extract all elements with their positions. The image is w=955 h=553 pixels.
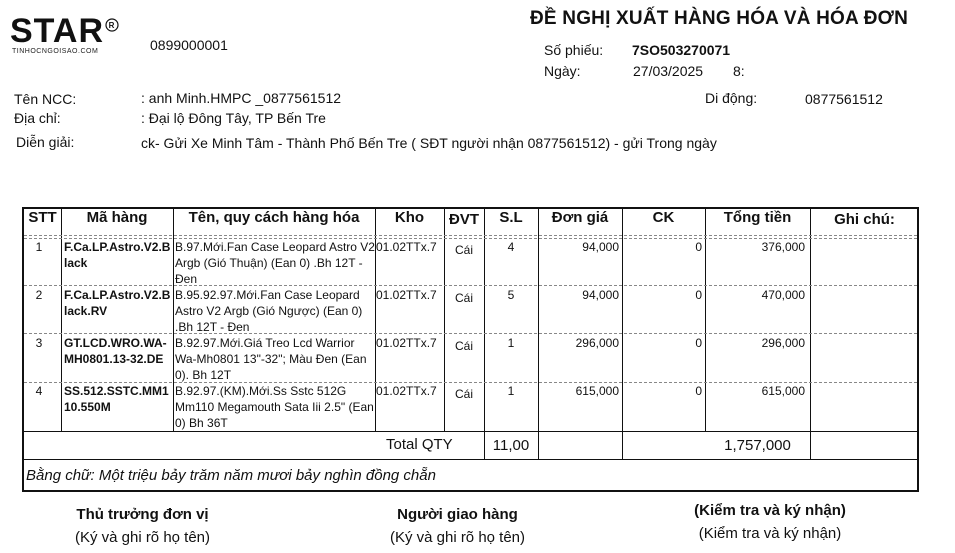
cell-kho: 01.02TTx.7 — [376, 384, 437, 398]
cell-stt: 3 — [35, 336, 43, 350]
header-tong-tien: Tổng tiền — [723, 209, 792, 226]
signature-note: (Ký và ghi rõ họ tên) — [389, 529, 526, 546]
signature-block-kiem-tra — [660, 502, 880, 542]
cell-kho: 01.02TTx.7 — [376, 336, 437, 350]
cell-stt: 1 — [35, 240, 43, 254]
cell-don-gia: 94,000 — [582, 288, 619, 302]
cell-stt: 4 — [35, 384, 43, 398]
cell-sl: 1 — [507, 336, 515, 350]
cell-dvt: Cái — [454, 243, 473, 257]
cell-ten-hang: B.92.97.Mới.Giá Treo Lcd Warrior Wa-Mh0801 13"-32"; Màu Đen (Ean 0). Bh 12T — [175, 336, 367, 382]
dien-giai-value: ck- Gửi Xe Minh Tâm - Thành Phố Bến Tre ( SĐT người nhận 0877561512) - gửi Trong ngày — [141, 135, 717, 151]
document-title: ĐỀ NGHỊ XUẤT HÀNG HÓA VÀ HÓA ĐƠN — [530, 8, 908, 29]
registered-icon — [105, 18, 119, 32]
cell-dvt: Cái — [454, 339, 473, 353]
ngay-label: Ngày: — [544, 63, 581, 79]
signature-note: (Ký và ghi rõ họ tên) — [74, 529, 211, 546]
col-divider — [810, 209, 811, 459]
signature-block-thu-truong — [40, 506, 245, 546]
cell-ck: 0 — [695, 336, 702, 350]
di-dong-value: 0877561512 — [805, 91, 883, 107]
dia-chi-value: : Đại lộ Đông Tây, TP Bến Tre — [141, 110, 326, 126]
total-qty-label: Total QTY — [386, 436, 453, 453]
row-divider — [24, 333, 917, 334]
dien-giai-label: Diễn giải: — [16, 134, 75, 150]
time-value: 8: — [733, 63, 745, 79]
logo-wordmark — [10, 14, 119, 48]
cell-ck: 0 — [695, 384, 702, 398]
cell-ma-hang: GT.LCD.WRO.WA-MH0801.13-32.DE — [64, 336, 167, 366]
cell-ten-hang: B.95.92.97.Mới.Fan Case Leopard Astro V2 Argb (Gió Ngược) (Ean 0) .Bh 12T - Đen — [175, 288, 363, 334]
header-kho: Kho — [394, 209, 425, 226]
dia-chi-label: Địa chỉ: — [14, 110, 61, 126]
cell-kho: 01.02TTx.7 — [376, 288, 437, 302]
cell-sl: 4 — [507, 240, 515, 254]
company-logo — [10, 14, 119, 55]
cell-kho: 01.02TTx.7 — [376, 240, 437, 254]
logo-text: STAR — [10, 12, 105, 50]
cell-ma-hang: F.Ca.LP.Astro.V2.Black.RV — [64, 288, 171, 318]
cell-ck: 0 — [695, 288, 702, 302]
col-divider — [173, 209, 174, 432]
so-phieu-value: 7SO503270071 — [632, 42, 731, 58]
row-divider — [24, 285, 917, 286]
cell-ck: 0 — [695, 240, 702, 254]
signature-title: Thủ trưởng đơn vị — [76, 506, 209, 523]
header-don-gia: Đơn giá — [551, 209, 609, 226]
cell-sl: 1 — [507, 384, 515, 398]
col-divider — [61, 209, 62, 432]
header-ten-hang: Tên, quy cách hàng hóa — [188, 209, 360, 226]
cell-ma-hang: F.Ca.LP.Astro.V2.Black — [64, 240, 171, 270]
header-stt: STT — [28, 209, 57, 226]
so-phieu-label: Số phiếu: — [544, 42, 604, 58]
signature-note: (Kiểm tra và ký nhận) — [698, 525, 842, 542]
signature-title: (Kiểm tra và ký nhận) — [694, 502, 846, 519]
company-phone: 0899000001 — [150, 37, 228, 53]
bang-chu-text: Bằng chữ: Một triệu bảy trăm năm mươi bảy nghìn đồng chẵn — [26, 467, 436, 484]
total-qty-value: 11,00 — [492, 437, 530, 454]
signature-block-nguoi-giao — [355, 506, 560, 546]
cell-stt: 2 — [35, 288, 43, 302]
ten-ncc-label: Tên NCC: — [14, 91, 77, 107]
bang-chu-divider — [24, 459, 917, 460]
cell-tong-tien: 296,000 — [761, 336, 805, 350]
header-ck: CK — [652, 209, 675, 226]
signature-title: Người giao hàng — [397, 506, 518, 523]
cell-dvt: Cái — [454, 291, 473, 305]
cell-don-gia: 296,000 — [575, 336, 619, 350]
cell-tong-tien: 470,000 — [761, 288, 805, 302]
header-dvt: ĐVT — [449, 211, 479, 228]
cell-ten-hang: B.92.97.(KM).Mới.Ss Sstc 512G Mm110 Megamouth Sata Iii 2.5" (Ean 0) Bh 36T — [175, 384, 374, 430]
cell-dvt: Cái — [454, 387, 473, 401]
cell-don-gia: 615,000 — [575, 384, 619, 398]
total-divider — [24, 431, 917, 432]
ngay-value: 27/03/2025 — [633, 63, 704, 79]
header-sl: S.L — [499, 209, 523, 226]
row-divider — [24, 235, 917, 236]
ten-ncc-value: : anh Minh.HMPC _0877561512 — [141, 90, 342, 106]
total-amount-value: 1,757,000 — [724, 437, 791, 454]
cell-ma-hang: SS.512.SSTC.MM110.550M — [64, 384, 169, 414]
cell-sl: 5 — [507, 288, 515, 302]
svg-text:R: R — [108, 21, 116, 30]
items-table — [22, 207, 919, 492]
cell-tong-tien: 615,000 — [761, 384, 805, 398]
cell-tong-tien: 376,000 — [761, 240, 805, 254]
di-dong-label: Di động: — [705, 90, 758, 106]
cell-ten-hang: B.97.Mới.Fan Case Leopard Astro V2 Argb (Gió Thuận) (Ean 0) .Bh 12T - Đen — [175, 240, 375, 286]
cell-don-gia: 94,000 — [582, 240, 619, 254]
header-ghi-chu: Ghi chú: — [834, 211, 895, 228]
logo-subtext: TINHOCNGOISAO.COM — [12, 48, 99, 55]
header-ma-hang: Mã hàng — [86, 209, 148, 226]
